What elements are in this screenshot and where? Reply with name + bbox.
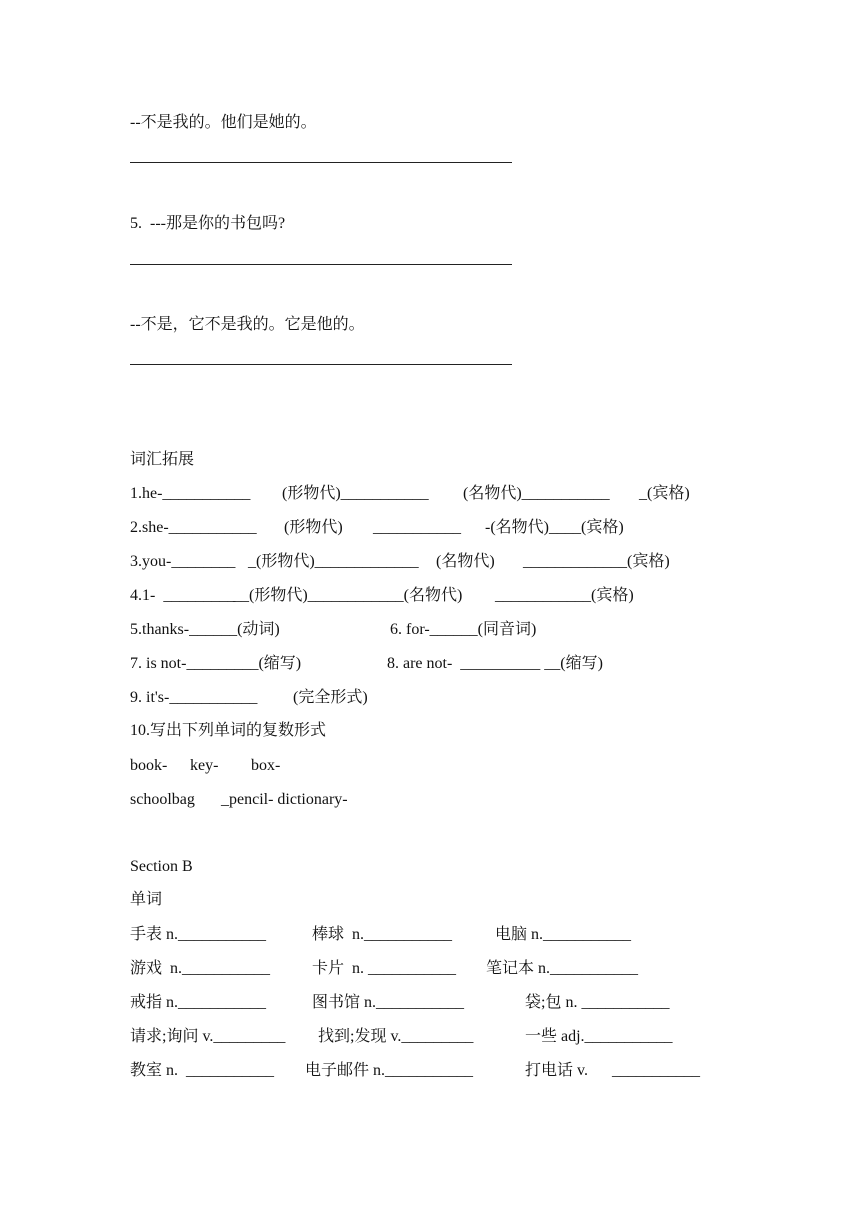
word-watch: 手表 n.___________ — [130, 926, 267, 943]
plural-schoolbag: schoolbag — [130, 791, 195, 808]
word-bag: 袋;包 n. ___________ — [525, 994, 670, 1011]
plural-title: 10.写出下列单词的复数形式 — [130, 722, 327, 739]
words-label: 单词 — [130, 891, 163, 908]
word-email: 电子邮件 n.___________ — [305, 1062, 474, 1079]
plural-book: book- — [130, 757, 168, 774]
plural-box: box- — [251, 757, 281, 774]
word-some: 一些 adj.___________ — [525, 1028, 673, 1045]
word-call: 打电话 v. ___________ — [525, 1062, 700, 1079]
answer-4b: --不是我的。他们是她的。 — [130, 114, 317, 131]
he-poss-pron: (名物代)___________ — [463, 485, 610, 502]
isnot-item: 7. is not-_________(缩写) — [130, 655, 302, 672]
word-ring: 戒指 n.___________ — [130, 994, 267, 1011]
vocab-heading: 词汇拓展 — [130, 451, 195, 468]
word-card: 卡片 n. ___________ — [312, 960, 457, 977]
plural-pencil-dictionary: _pencil- dictionary- — [221, 791, 348, 808]
answer-line-5a[interactable] — [130, 264, 512, 265]
word-library: 图书馆 n.___________ — [312, 994, 465, 1011]
i-prefix: 4.1- _________ — [130, 587, 236, 604]
its-full: (完全形式) — [293, 689, 368, 706]
you-poss-adj: _(形物代)_____________ — [248, 553, 419, 570]
thanks-item: 5.thanks-______(动词) — [130, 621, 280, 638]
plural-key: key- — [190, 757, 219, 774]
for-item: 6. for-______(同音词) — [390, 621, 537, 638]
word-classroom: 教室 n. ___________ — [130, 1062, 275, 1079]
she-poss-adj: (形物代) — [284, 519, 343, 536]
section-b-heading: Section B — [130, 858, 193, 875]
answer-5b: --不是，它不是我的。它是他的。 — [130, 316, 365, 333]
she-poss-pron: -(名物代)____(宾格) — [485, 519, 624, 536]
word-game: 游戏 n.___________ — [130, 960, 271, 977]
word-ask: 请求;询问 v._________ — [130, 1028, 286, 1045]
word-notebook: 笔记本 n.___________ — [486, 960, 639, 977]
word-find: 找到;发现 v._________ — [318, 1028, 474, 1045]
she-prefix: 2.she-___________ — [130, 519, 257, 536]
you-poss-pron: (名物代) — [436, 553, 495, 570]
he-prefix: 1.he-___________ — [130, 485, 251, 502]
he-obj: _(宾格) — [639, 485, 690, 502]
word-baseball: 棒球 n.___________ — [312, 926, 453, 943]
answer-line-5b[interactable] — [130, 364, 512, 365]
its-item: 9. it's-___________ — [130, 689, 258, 706]
arenot-item: 8. are not- __________ __(缩写) — [387, 655, 603, 672]
i-poss-adj: __(形物代)____________(名物代) — [233, 587, 463, 604]
he-poss-adj: (形物代)___________ — [282, 485, 429, 502]
you-prefix: 3.you-________ — [130, 553, 236, 570]
she-blank: ___________ — [373, 519, 461, 536]
word-computer: 电脑 n.___________ — [495, 926, 632, 943]
i-obj: ____________(宾格) — [495, 587, 634, 604]
answer-line-4b[interactable] — [130, 162, 512, 163]
question-5: 5. ---那是你的书包吗? — [130, 215, 286, 232]
you-obj: _____________(宾格) — [523, 553, 670, 570]
